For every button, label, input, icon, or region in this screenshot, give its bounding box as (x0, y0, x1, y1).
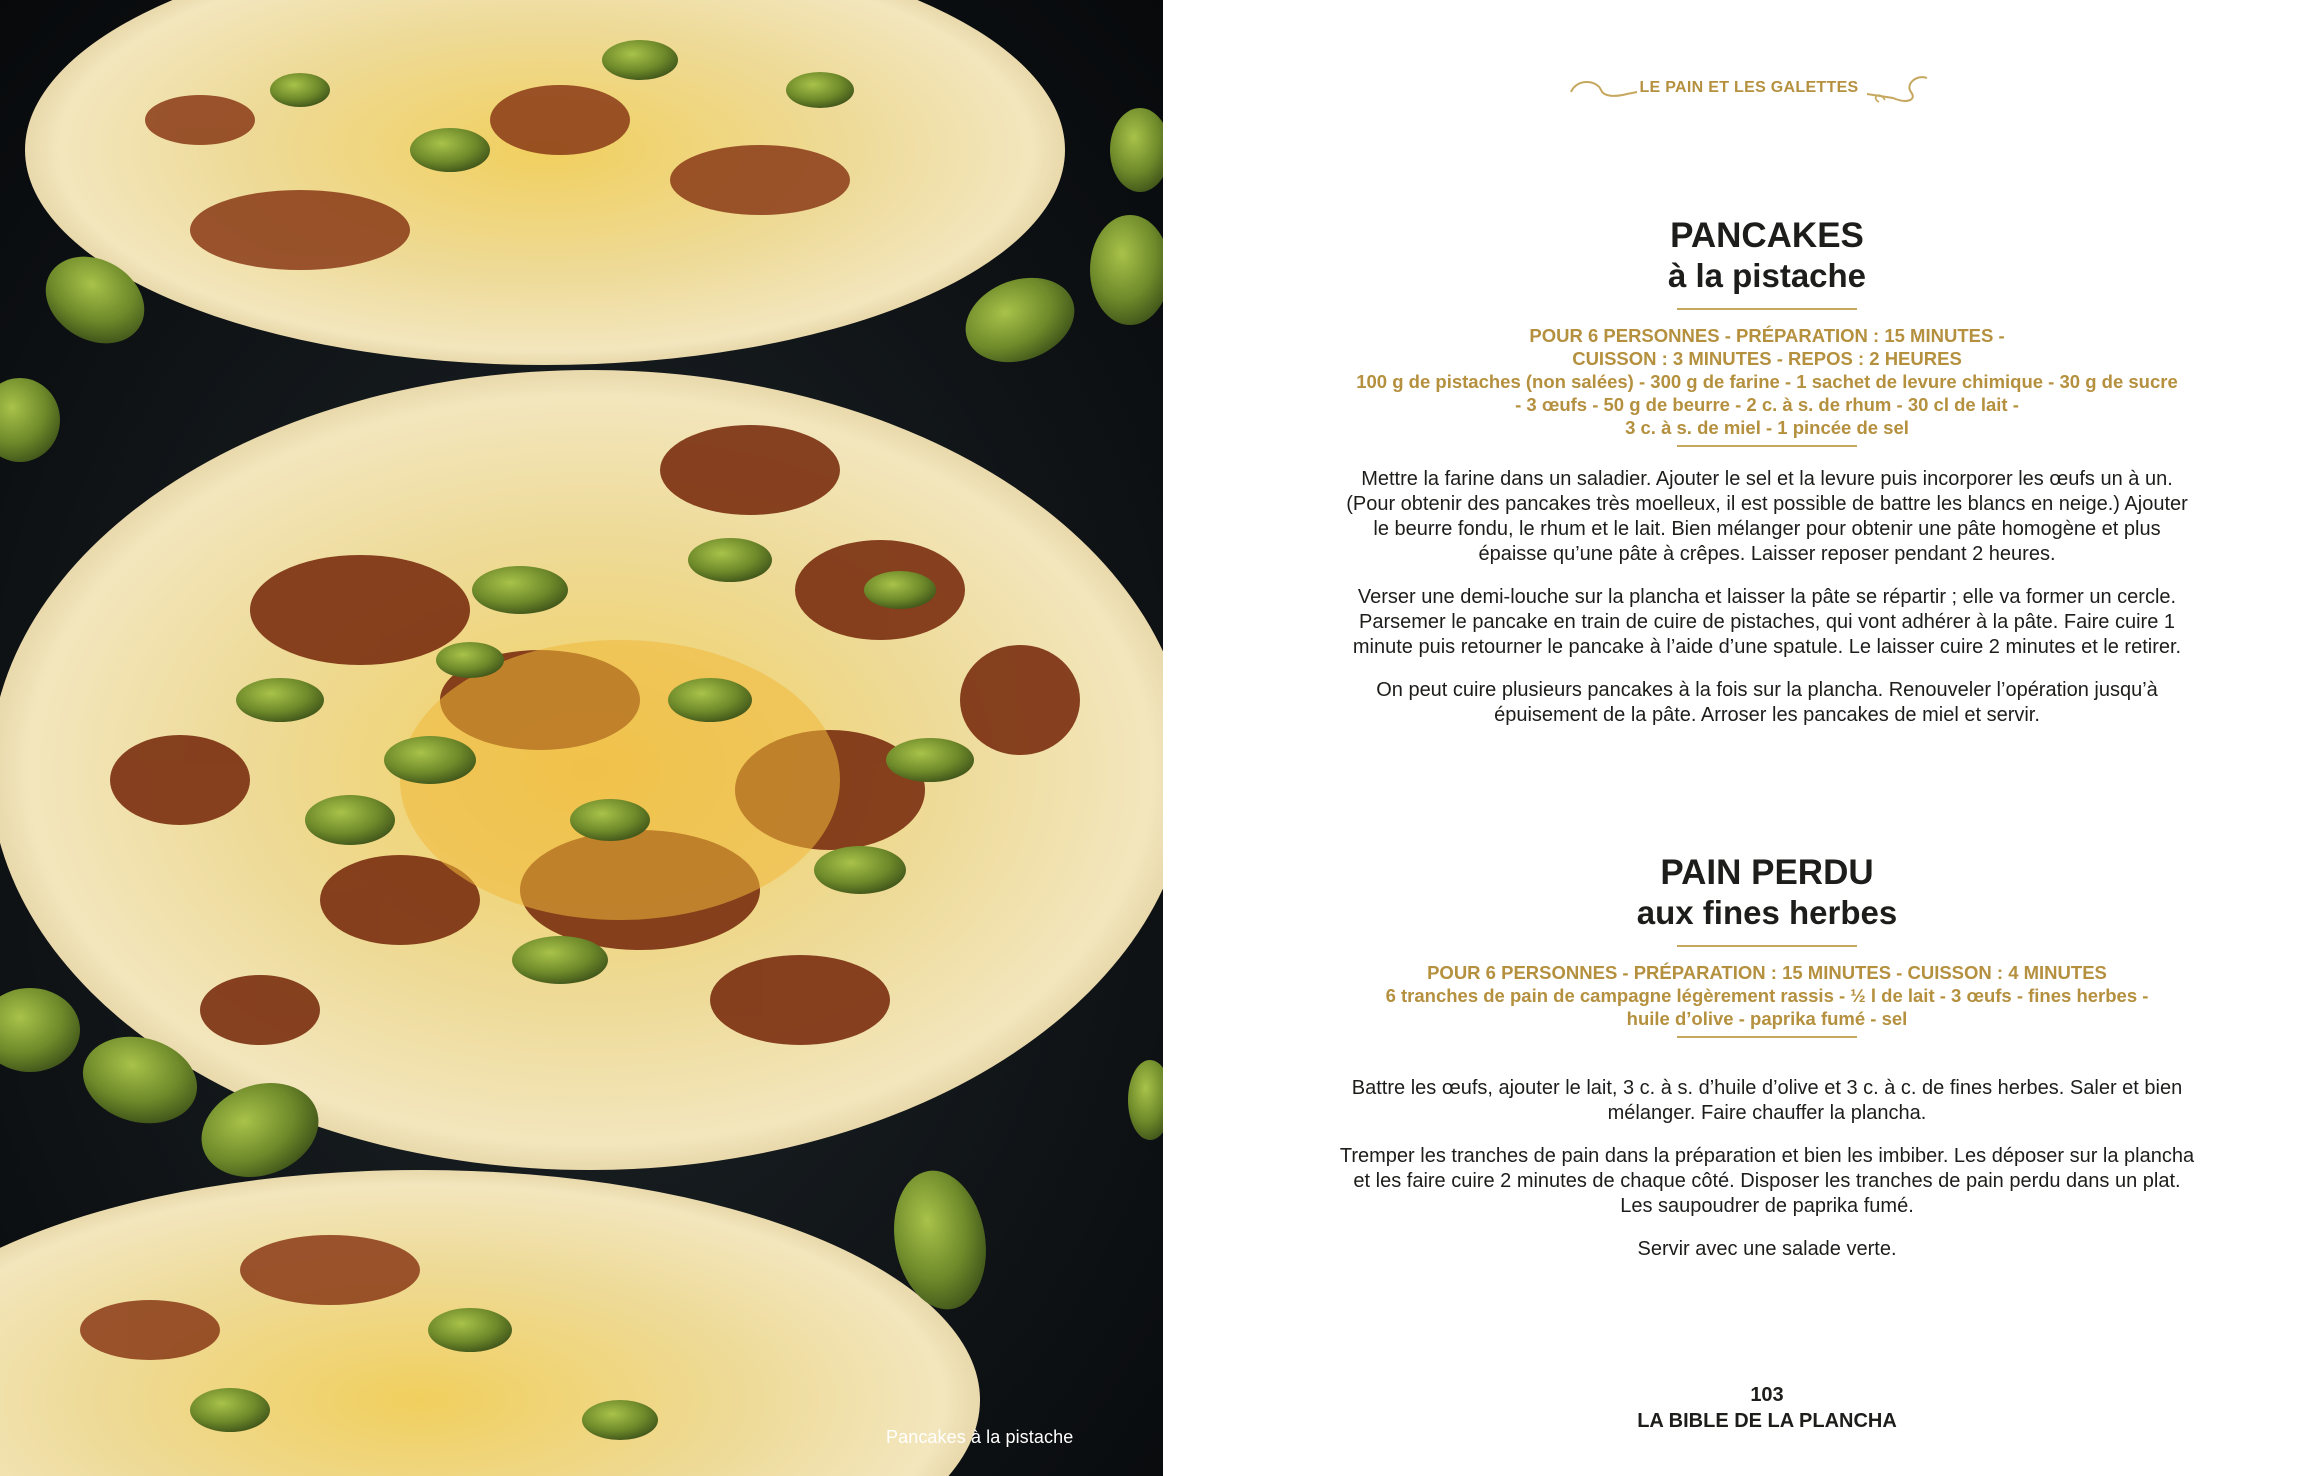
recipe-page (1163, 0, 2303, 1476)
recipe-subtitle: aux fines herbes (1636, 894, 1898, 931)
book-title: LA BIBLE DE LA PLANCHA (1637, 1410, 1897, 1432)
instruction-paragraph: Mettre la farine dans un saladier. Ajouter le sel et la levure puis incorporer les œufs un à un. (Pour obtenir des pancakes très moelleux, il est possible de battre les blancs en neige.) Ajouter le beurre fondu, le rhum et le lait. Bien mélanger pour obtenir une pâte homogène et plus épaisse qu’une pâte à crêpes. Laisser reposer pendant 2 heures. (1346, 468, 2188, 565)
divider (1677, 445, 1857, 447)
instruction-paragraph: Verser une demi-louche sur la plancha et laisser la pâte se répartir ; elle va former un cercle. Parsemer le pancake en train de cuire de pistaches, qui vont adhérer à la pâte. Faire cuire 1 minute puis retourner le pancake à l’aide d’une spatule. Le laisser cuire 2 minutes et le retirer. (1352, 586, 2182, 658)
divider (1677, 308, 1857, 310)
meta-line: POUR 6 PERSONNES - PRÉPARATION : 15 MINUTES - CUISSON : 4 MINUTES (1427, 962, 2107, 983)
instruction-paragraph: On peut cuire plusieurs pancakes à la fois sur la plancha. Renouveler l’opération jusqu’à épuisement de la pâte. Arroser les pancakes de miel et servir. (1376, 679, 2158, 726)
instruction-paragraph: Servir avec une salade verte. (1637, 1238, 1897, 1260)
recipe-instructions (1339, 1076, 2195, 1262)
recipe-title: PAIN PERDU (1660, 853, 1874, 892)
recipe-ingredients (1339, 324, 2195, 439)
recipe-subtitle: à la pistache (1667, 257, 1867, 294)
instruction-paragraph: Tremper les tranches de pain dans la préparation et bien les imbiber. Les déposer sur la plancha et les faire cuire 2 minutes de chaque côté. Disposer les tranches de pain perdu dans un plat. Les saupoudrer de paprika fumé. (1339, 1145, 2195, 1217)
meta-line: huile d’olive - paprika fumé - sel (1626, 1008, 1908, 1029)
photo-caption: Pancakes à la pistache (886, 1427, 1074, 1447)
meta-line: 100 g de pistaches (non salées) - 300 g de farine - 1 sachet de levure chimique - 30 g de sucre (1356, 371, 2178, 392)
recipe-ingredients (1339, 961, 2195, 1030)
page-number: 103 (1750, 1384, 1784, 1406)
divider (1677, 945, 1857, 947)
recipe-pain-perdu (1339, 853, 2195, 1280)
instruction-paragraph: Battre les œufs, ajouter le lait, 3 c. à s. d’huile d’olive et 3 c. à c. de fines herbes. Saler et bien mélanger. Faire chauffer la plancha. (1351, 1077, 2183, 1124)
recipe-pancakes (1339, 216, 2195, 746)
divider (1677, 1036, 1857, 1038)
recipe-instructions (1339, 467, 2195, 728)
meta-line: 6 tranches de pain de campagne légèrement rassis - ½ l de lait - 3 œufs - fines herbes - (1385, 985, 2149, 1006)
meta-line: - 3 œufs - 50 g de beurre - 2 c. à s. de rhum - 30 cl de lait - (1515, 394, 2019, 415)
section-title: LE PAIN ET LES GALETTES (1639, 79, 1859, 96)
page-footer (1339, 1382, 2195, 1434)
meta-line: 3 c. à s. de miel - 1 pincée de sel (1625, 417, 1909, 438)
recipe-title: PANCAKES (1670, 216, 1864, 255)
meta-line: CUISSON : 3 MINUTES - REPOS : 2 HEURES (1572, 348, 1962, 369)
meta-line: POUR 6 PERSONNES - PRÉPARATION : 15 MINUTES - (1529, 325, 2005, 346)
running-head (1567, 70, 1931, 110)
